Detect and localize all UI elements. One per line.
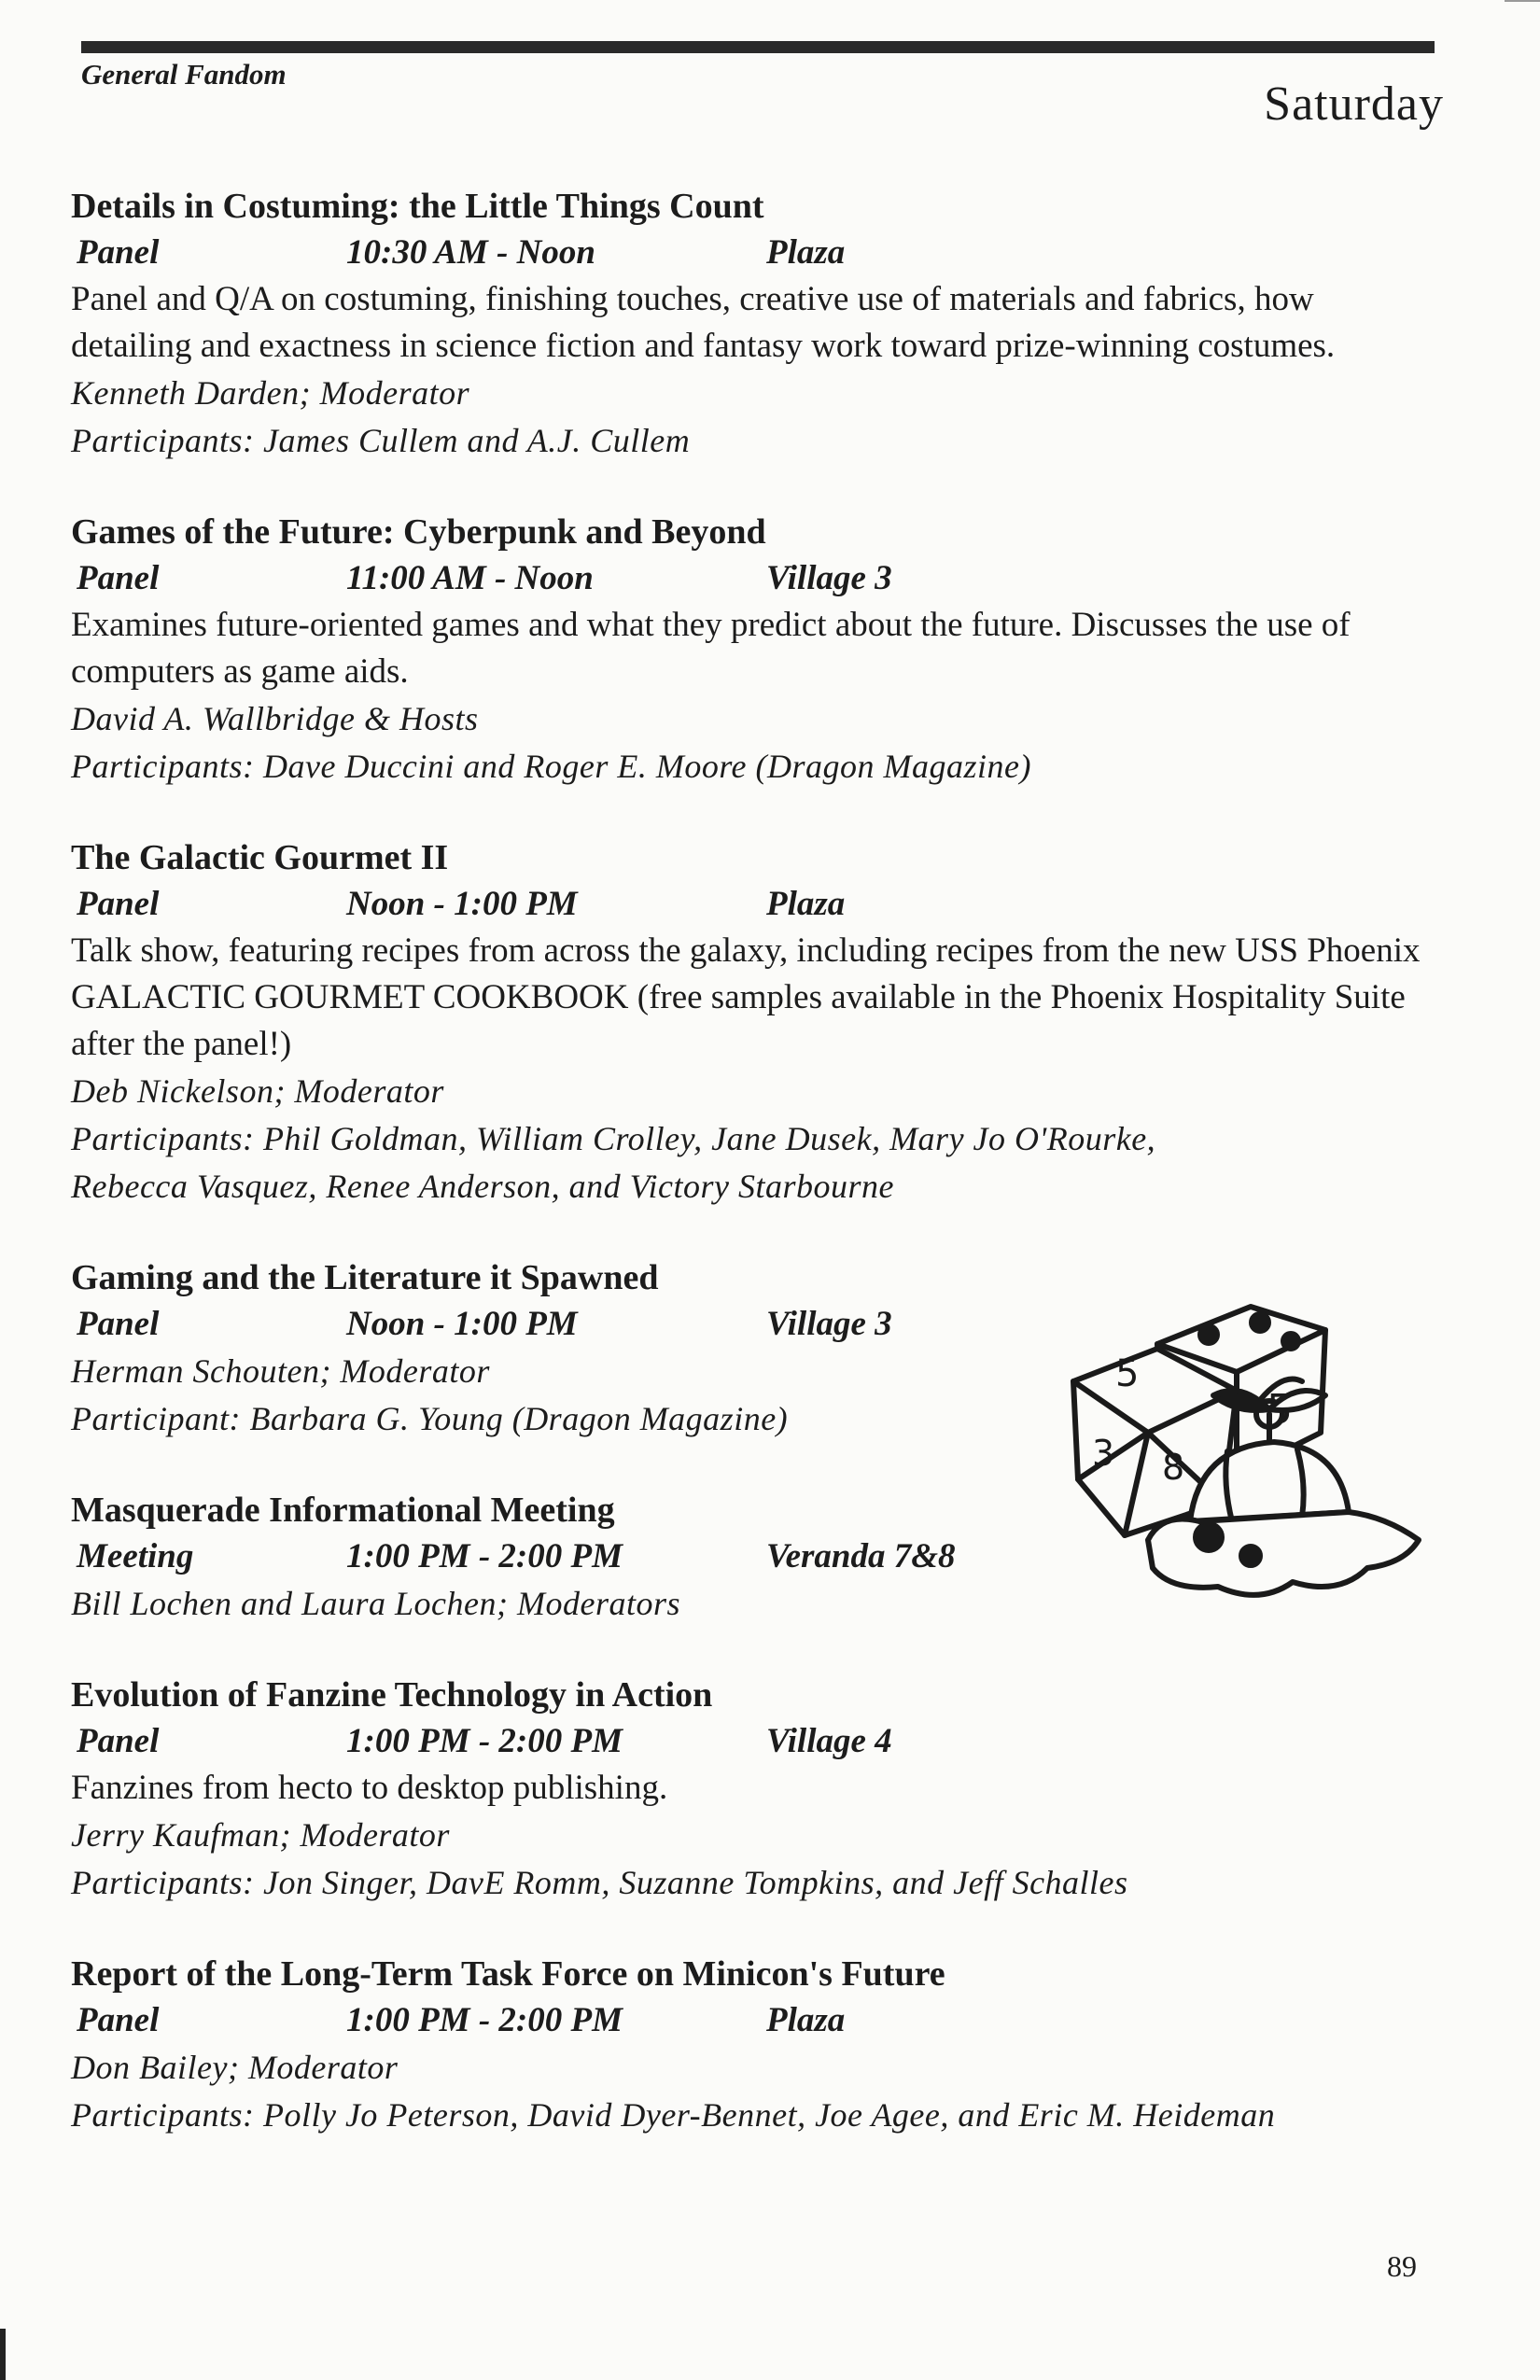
session-meta	[71, 230, 1434, 276]
session-participants: Participants: James Cullem and A.J. Cullem	[71, 422, 691, 459]
session-participants: Participants: Jon Singer, DavE Romm, Suzanne Tompkins, and Jeff Schalles	[71, 1864, 1128, 1901]
session-room: Plaza	[766, 885, 846, 923]
session-time: 1:00 PM - 2:00 PM	[346, 1537, 623, 1575]
session-room: Village 3	[766, 559, 892, 597]
session-type: Panel	[77, 2001, 160, 2039]
session-type: Panel	[77, 559, 160, 597]
session-description: Panel and Q/A on costuming, finishing touches, creative use of materials and fabrics, how detailing and exactness in science fiction and fantasy work toward prize-winning costumes.	[71, 280, 1336, 365]
svg-text:3: 3	[1092, 1433, 1115, 1474]
session-room: Veranda 7&8	[766, 1537, 956, 1575]
session-title: Evolution of Fanzine Technology in Action	[71, 1675, 713, 1715]
session-type: Panel	[77, 1722, 160, 1760]
session-description: Fanzines from hecto to desktop publishing.	[71, 1769, 668, 1807]
svg-text:8: 8	[1162, 1447, 1185, 1488]
session-room: Plaza	[766, 2001, 846, 2039]
session-moderator: Deb Nickelson; Moderator	[71, 1072, 444, 1110]
session-participants: Participants: Phil Goldman, William Crolley, Jane Dusek, Mary Jo O'Rourke,	[71, 1120, 1156, 1157]
corner-mark	[1505, 0, 1540, 2]
session-item	[71, 183, 1434, 465]
session-item	[71, 834, 1434, 1211]
session-moderator: David A. Wallbridge & Hosts	[71, 700, 479, 737]
session-moderator: Bill Lochen and Laura Lochen; Moderators	[71, 1585, 680, 1622]
session-item	[71, 1951, 1434, 2139]
session-meta	[71, 555, 1434, 602]
session-room: Plaza	[766, 233, 846, 272]
session-meta	[71, 881, 1434, 928]
session-description: Talk show, featuring recipes from across the galaxy, including recipes from the new USS Phoenix GALACTIC GOURMET COOKBOOK (free samples available in the Phoenix Hospitality Suite after the panel!)	[71, 931, 1421, 1063]
session-participants: Participants: Polly Jo Peterson, David Dyer-Bennet, Joe Agee, and Eric M. Heideman	[71, 2096, 1276, 2134]
session-time: Noon - 1:00 PM	[346, 1305, 578, 1343]
session-type: Meeting	[77, 1537, 194, 1575]
session-participants-continued: Rebecca Vasquez, Renee Anderson, and Victory Starbourne	[71, 1168, 894, 1205]
session-type: Panel	[77, 233, 160, 272]
session-item	[71, 509, 1434, 791]
session-type: Panel	[77, 885, 160, 923]
session-time: 1:00 PM - 2:00 PM	[346, 1722, 623, 1760]
session-type: Panel	[77, 1305, 160, 1343]
section-label: General Fandom	[81, 58, 287, 91]
session-room: Village 4	[766, 1722, 892, 1760]
session-participants: Participant: Barbara G. Young (Dragon Magazine)	[71, 1400, 789, 1437]
session-meta	[71, 1997, 1434, 2044]
session-list	[71, 183, 1434, 2183]
session-time: Noon - 1:00 PM	[346, 885, 578, 923]
session-title: The Galactic Gourmet II	[71, 838, 449, 877]
session-moderator: Jerry Kaufman; Moderator	[71, 1816, 450, 1854]
session-item	[71, 1672, 1434, 1907]
edge-mark	[0, 2329, 6, 2380]
session-time: 1:00 PM - 2:00 PM	[346, 2001, 623, 2039]
session-title: Games of the Future: Cyberpunk and Beyond	[71, 512, 766, 552]
session-time: 10:30 AM - Noon	[346, 233, 595, 272]
session-time: 11:00 AM - Noon	[346, 559, 594, 597]
session-meta	[71, 1718, 1434, 1765]
dice-with-propeller-beanie-icon	[1059, 1293, 1428, 1610]
session-title: Report of the Long-Term Task Force on Minicon's Future	[71, 1954, 945, 1994]
session-participants: Participants: Dave Duccini and Roger E. Moore (Dragon Magazine)	[71, 748, 1031, 785]
session-title: Masquerade Informational Meeting	[71, 1491, 615, 1530]
header-rule	[81, 41, 1435, 53]
session-description: Examines future-oriented games and what they predict about the future. Discusses the use of computers as game aids.	[71, 606, 1351, 691]
session-moderator: Kenneth Darden; Moderator	[71, 374, 470, 412]
session-title: Details in Costuming: the Little Things Count	[71, 187, 764, 226]
svg-text:5: 5	[1115, 1352, 1140, 1395]
session-moderator: Herman Schouten; Moderator	[71, 1352, 490, 1390]
session-room: Village 3	[766, 1305, 892, 1343]
session-moderator: Don Bailey; Moderator	[71, 2049, 399, 2086]
day-label: Saturday	[1264, 77, 1444, 131]
session-title: Gaming and the Literature it Spawned	[71, 1258, 659, 1297]
page-number: 89	[1387, 2249, 1417, 2283]
